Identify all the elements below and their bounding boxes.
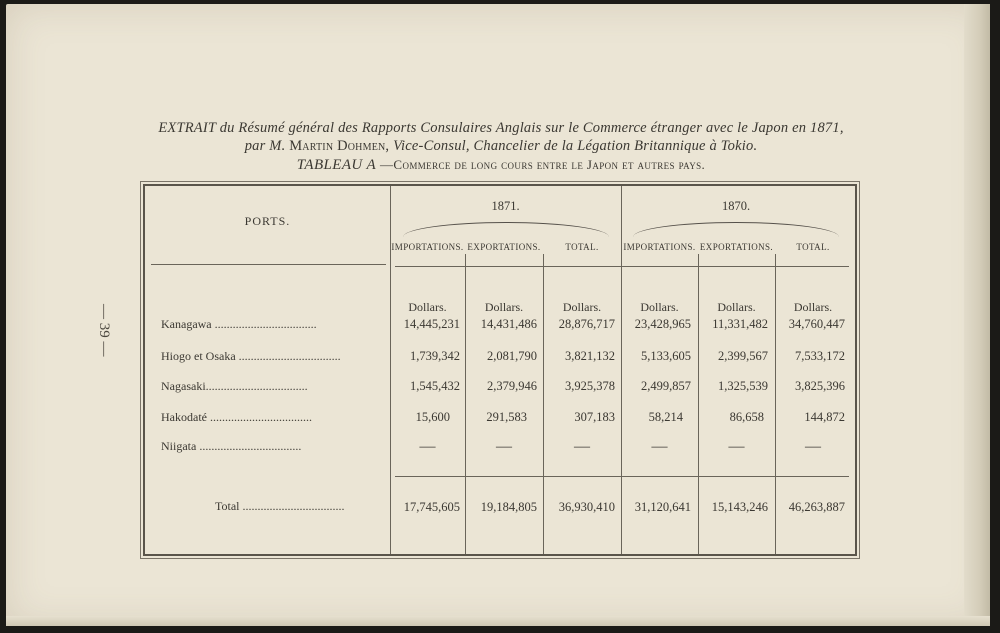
table-label: TABLEAU A	[296, 157, 377, 173]
unit-label: Dollars.	[793, 300, 833, 314]
table-title	[6, 157, 996, 174]
page-bottom-edge	[6, 616, 990, 626]
table-cell: 11,331,482	[712, 317, 768, 331]
title-line-1-text: du Résumé général des Rapports Consulaires Anglais sur le Commerce étranger avec le Japon en 1871,	[219, 120, 844, 136]
table-cell: —	[805, 438, 821, 455]
table-cell: 2,081,790	[487, 349, 537, 363]
total-cell: 19,184,805	[480, 500, 537, 514]
year-1871: 1871.	[491, 199, 520, 213]
trade-table	[143, 184, 857, 556]
table-cell: 2,379,946	[487, 379, 537, 393]
col-header-importations-1871: IMPORTATIONS.	[391, 242, 464, 252]
total-label: Total ..................................	[215, 499, 345, 513]
table-cell: —	[419, 438, 436, 455]
table-cell: 3,821,132	[565, 349, 615, 363]
total-cell: 31,120,641	[634, 500, 691, 514]
header-rule	[151, 264, 386, 265]
ports-header: PORTS.	[244, 214, 291, 228]
table-cell: 3,825,396	[795, 379, 845, 393]
table-cell: —	[574, 438, 590, 455]
table-caption: —Commerce de long cours entre le Japon et autres pays.	[380, 157, 706, 172]
header-rule	[395, 266, 849, 267]
page-number: — 39 —	[96, 304, 112, 357]
year-brace	[403, 222, 609, 237]
table-cell: —	[496, 438, 512, 455]
table-cell: 15,600	[415, 410, 450, 424]
table-cell: 14,445,231	[403, 317, 460, 331]
author-title: Vice-Consul, Chancelier de la Légation Britannique à Tokio.	[393, 138, 758, 154]
col-header-exportations-1870: EXPORTATIONS.	[699, 242, 774, 252]
book-page	[6, 4, 990, 626]
col-header-exportations-1871: EXPORTATIONS.	[467, 242, 541, 252]
title-extrait: EXTRAIT	[158, 120, 216, 136]
table-cell: —	[728, 438, 745, 455]
port-name: Nagasaki..................................	[161, 379, 308, 393]
title-line-2	[6, 138, 996, 155]
table-cell: 2,399,567	[718, 349, 768, 363]
unit-label: Dollars.	[484, 300, 524, 314]
unit-label: Dollars.	[408, 300, 447, 314]
table-cell: 1,545,432	[410, 379, 460, 393]
table-cell: 34,760,447	[788, 317, 845, 331]
total-cell: 15,143,246	[711, 500, 768, 514]
port-name: Hakodaté ..................................	[161, 410, 312, 424]
unit-label: Dollars.	[717, 300, 756, 314]
table-cell: 307,183	[574, 410, 615, 424]
year-1870: 1870.	[721, 199, 751, 213]
col-header-importations-1870: IMPORTATIONS.	[623, 242, 696, 252]
table-cell: 5,133,605	[641, 349, 691, 363]
table-cell: 1,325,539	[718, 379, 768, 393]
unit-label: Dollars.	[640, 300, 679, 314]
total-cell: 46,263,887	[788, 500, 845, 514]
col-header-total-1870: TOTAL.	[796, 242, 830, 252]
table-cell: 58,214	[648, 410, 683, 424]
author-name: Martin Dohmen,	[289, 138, 390, 154]
title-par: par M.	[244, 138, 286, 154]
total-cell: 17,745,605	[403, 500, 460, 514]
table-cell: 291,583	[486, 410, 527, 424]
port-name: Niigata ..................................	[161, 439, 302, 453]
table-cell: 28,876,717	[558, 317, 615, 331]
page-edge	[964, 4, 990, 626]
title-line-1	[6, 120, 996, 137]
year-brace	[633, 222, 839, 237]
col-header-total-1871: TOTAL.	[565, 242, 599, 252]
table-cell: 86,658	[729, 410, 764, 424]
total-rule	[395, 476, 849, 477]
unit-label: Dollars.	[562, 300, 602, 314]
total-cell: 36,930,410	[558, 500, 615, 514]
table-cell: 7,533,172	[795, 349, 845, 363]
table-cell: 1,739,342	[410, 349, 460, 363]
table-cell: 23,428,965	[634, 317, 691, 331]
table-cell: 2,499,857	[641, 379, 691, 393]
table-cell: —	[651, 438, 668, 455]
table-cell: 14,431,486	[480, 317, 537, 331]
table-cell: 144,872	[804, 410, 845, 424]
port-name: Hiogo et Osaka ..................................	[161, 349, 341, 363]
table-cell: 3,925,378	[565, 379, 615, 393]
port-name: Kanagawa ..................................	[161, 317, 317, 331]
